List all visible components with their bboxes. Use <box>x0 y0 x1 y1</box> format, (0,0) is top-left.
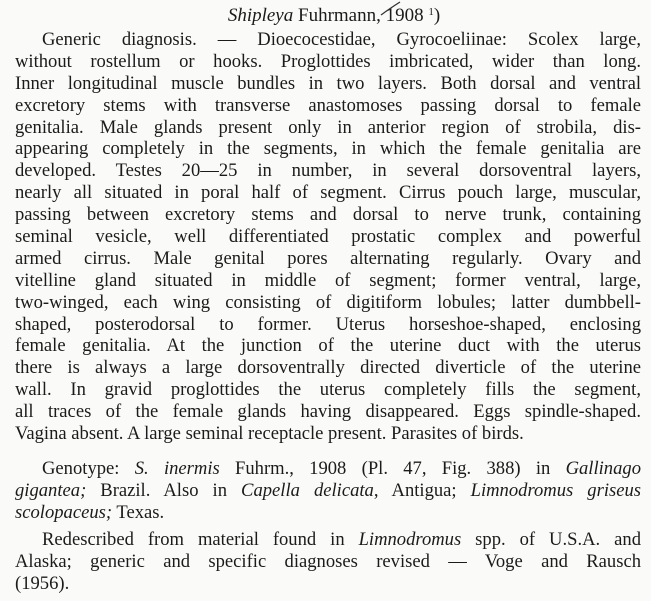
text-line <box>15 160 641 182</box>
text-line <box>15 314 641 336</box>
text-segment: Texas. <box>112 501 165 523</box>
footnote-paren: ) <box>433 5 441 26</box>
text-line <box>15 226 641 248</box>
text-segment: Genotype: <box>42 458 135 479</box>
text-segment: appearing completely in the segments, in which the female genitalia are <box>15 138 641 160</box>
text-segment: all traces of the female glands having disappeared. Eggs spindle-shaped. <box>15 401 641 423</box>
text-line <box>15 502 641 524</box>
text-segment: Redescribed from material found in <box>42 529 359 550</box>
text-line <box>15 204 641 226</box>
text-line <box>15 335 641 357</box>
text-line <box>15 357 641 379</box>
italic-taxon-text: scolopaceus; <box>15 501 113 523</box>
text-segment: vitelline gland situated in middle of segment; former ventral, large, <box>15 269 641 291</box>
redescription-paragraph <box>15 529 641 595</box>
text-line <box>15 182 641 204</box>
genus-heading <box>15 1 641 27</box>
text-line <box>15 117 641 139</box>
text-segment: seminal vesicle, well differentiated prostatic complex and powerful <box>15 226 641 248</box>
text-line <box>15 423 641 445</box>
text-segment: Vagina absent. A large seminal receptacle present. Parasites of birds. <box>15 423 524 445</box>
text-line <box>15 29 641 51</box>
text-segment: without rostellum or hooks. Proglottides imbricated, wider than long. <box>15 50 641 72</box>
text-segment: there is always a large dorsoventrally directed diverticle of the uterine <box>15 357 641 379</box>
footnote-marker: 1 <box>428 6 434 18</box>
text-line <box>15 138 641 160</box>
text-line <box>15 401 641 423</box>
text-segment: passing between excretory stems and dorsal to nerve trunk, containing <box>15 204 641 226</box>
text-segment: Brazil. Also in <box>86 479 242 501</box>
text-segment: Fuhrm., 1908 (Pl. 47, Fig. 388) in <box>219 458 566 479</box>
genus-author: Fuhrmann, 1908 <box>293 5 429 26</box>
text-segment: wall. In gravid proglottides the uterus completely fills the segment, <box>15 379 641 401</box>
text-segment: armed cirrus. Male genital pores alternating regularly. Ovary and <box>15 247 641 269</box>
text-line <box>15 551 641 573</box>
text-line <box>15 270 641 292</box>
genus-name: Shipleya <box>227 5 294 26</box>
text-segment: shaped, posterodorsal to former. Uterus horseshoe-shaped, enclosing <box>15 313 641 335</box>
text-segment: Generic diagnosis. — Dioecocestidae, Gyrocoeliinae: Scolex large, <box>42 29 641 50</box>
italic-taxon-text: S. inermis <box>134 458 220 479</box>
text-segment: spp. of U.S.A. and <box>461 529 641 550</box>
text-segment: excretory stems with transverse anastomoses passing dorsal to female <box>15 94 641 116</box>
text-line <box>15 248 641 270</box>
text-segment: Inner longitudinal muscle bundles in two layers. Both dorsal and ventral <box>15 72 641 94</box>
text-line <box>15 51 641 73</box>
text-segment: (1956). <box>15 572 70 594</box>
text-segment: female genitalia. At the junction of the uterine duct with the uterus <box>15 335 641 357</box>
text-line <box>15 73 641 95</box>
text-segment: two-winged, each wing consisting of digitiform lobules; latter dumbbell- <box>15 291 641 313</box>
text-line <box>15 95 641 117</box>
italic-taxon-text: Capella delicata <box>241 479 374 501</box>
text-segment: Alaska; generic and specific diagnoses revised — Voge and Rausch <box>15 550 641 572</box>
text-line <box>15 573 641 595</box>
generic-diagnosis-paragraph <box>15 29 641 445</box>
italic-taxon-text: Limnodromus griseus <box>470 479 642 501</box>
genotype-paragraph <box>15 458 641 524</box>
text-line <box>15 458 641 480</box>
text-segment: genitalia. Male glands present only in anterior region of strobila, dis- <box>15 116 641 138</box>
text-segment: nearly all situated in poral half of segment. Cirrus pouch large, muscular, <box>15 182 641 204</box>
italic-taxon-text: gigantea; <box>15 479 87 501</box>
italic-taxon-text: Gallinago <box>565 458 641 479</box>
text-line <box>15 480 641 502</box>
text-segment: , Antigua; <box>373 479 471 501</box>
pen-mark-icon <box>379 0 403 18</box>
text-line <box>15 529 641 551</box>
text-segment: developed. Testes 20—25 in number, in several dorsoventral layers, <box>15 160 641 182</box>
text-line <box>15 292 641 314</box>
italic-taxon-text: Limnodromus <box>358 529 462 550</box>
text-line <box>15 379 641 401</box>
